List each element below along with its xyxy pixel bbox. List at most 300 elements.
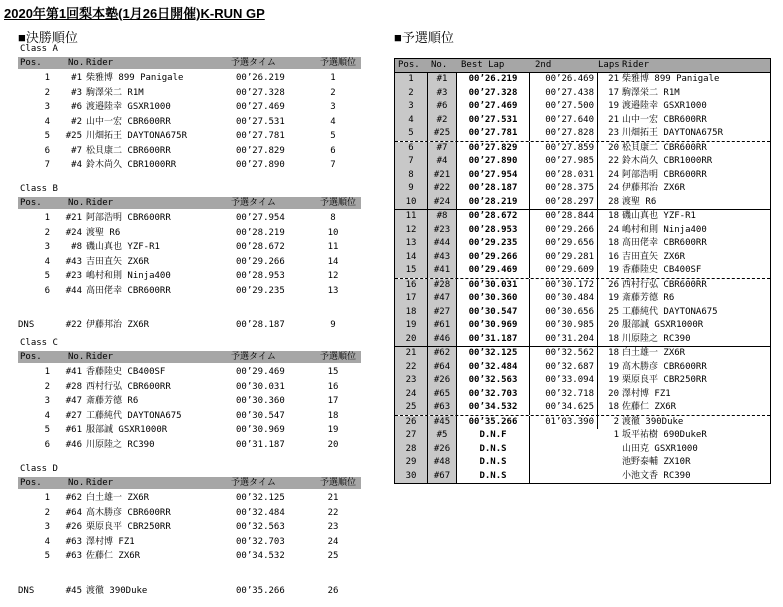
cell-qpos: 14	[327, 256, 339, 267]
cell-no: #23	[65, 271, 82, 281]
cell-best: 00’30.031	[457, 279, 530, 293]
cell-pos: 29	[395, 456, 428, 470]
cell-time: 00’27.328	[236, 87, 285, 98]
qualifying-row	[395, 279, 770, 293]
header-2nd: 2nd	[535, 60, 552, 70]
cell-rider: 渡徹 390Duke	[86, 585, 148, 596]
cell-qpos: 12	[327, 271, 339, 281]
cell-laps: 20	[608, 388, 619, 399]
cell-second: 00’29.266	[530, 224, 598, 238]
header-rider: Rider	[622, 60, 650, 70]
cell-pos: 11	[395, 210, 428, 224]
cell-best: 00’27.829	[457, 142, 530, 156]
cell-pos: 13	[395, 237, 428, 251]
cell-no: #23	[428, 224, 457, 238]
cell-rider: 山中一宏 CBR600RR	[622, 114, 707, 125]
final-row	[18, 438, 361, 452]
cell-no: #21	[428, 169, 457, 183]
cell-second: 01’03.390	[530, 416, 598, 430]
cell-laps: 18	[608, 238, 619, 248]
cell-rider: 渡聖 R6	[622, 196, 657, 207]
cell-rider: 小池文香 RC390	[622, 470, 691, 481]
cell-rider: 柴雅博 899 Panigale	[86, 73, 184, 83]
cell-laps: 1	[613, 430, 619, 440]
cell-pos: 3	[44, 396, 50, 406]
cell-no: #26	[428, 443, 457, 457]
cell-time: 00’29.469	[236, 367, 285, 377]
cell-best: 00’29.469	[457, 264, 530, 278]
cell-no: #63	[428, 401, 457, 415]
qualifying-row	[395, 196, 770, 211]
cell-rider: 服部誠 GSXR1000R	[622, 320, 704, 330]
final-row	[18, 394, 361, 408]
cell-qpos: 8	[330, 213, 336, 223]
cell-pos: 25	[395, 401, 428, 415]
cell-rider: 渡聖 R6	[86, 227, 121, 238]
cell-laps: 24	[608, 183, 619, 193]
cell-second: 00’27.640	[530, 114, 598, 128]
cell-rider: 鈴木尚久 CBR1000RR	[86, 160, 177, 170]
cell-pos: 1	[44, 493, 50, 503]
cell-time: 00’30.031	[236, 381, 285, 392]
cell-pos: 20	[395, 333, 428, 347]
cell-laps: 20	[608, 142, 619, 153]
cell-pos: DNS	[18, 585, 35, 596]
cell-no: #43	[428, 251, 457, 265]
cell-pos: 2	[44, 87, 50, 98]
cell-no: #24	[65, 227, 82, 238]
cell-no: #67	[428, 470, 457, 484]
header-pos: Pos.	[20, 58, 42, 68]
cell-pos: 12	[395, 224, 428, 238]
final-row	[18, 86, 361, 100]
cell-laps: 24	[608, 224, 619, 235]
cell-time: 00’27.469	[236, 102, 285, 112]
cell-best: 00’27.781	[457, 127, 530, 141]
cell-time: 00’30.547	[236, 410, 285, 421]
cell-best: 00’30.969	[457, 319, 530, 333]
cell-no: #22	[428, 182, 457, 196]
qualifying-row	[395, 237, 770, 251]
header-time: 予選タイム	[231, 478, 276, 488]
cell-no: #3	[428, 87, 457, 101]
cell-laps: 23	[608, 128, 619, 138]
final-row	[18, 365, 361, 379]
cell-time: 00’32.703	[236, 536, 285, 547]
cell-rider: 山中一宏 CBR600RR	[86, 116, 171, 127]
cell-time: 00’30.360	[236, 396, 285, 406]
cell-second: 00’28.844	[530, 210, 598, 224]
cell-no: #6	[71, 102, 82, 112]
cell-rider: 高木勝彦 CBR600RR	[86, 507, 171, 518]
cell-second: 00’27.859	[530, 142, 598, 156]
cell-time: 00’27.781	[236, 131, 285, 141]
cell-rider: 吉田直矢 ZX6R	[622, 251, 686, 262]
final-row	[18, 318, 361, 332]
cell-second: 00’29.656	[530, 237, 598, 251]
qualifying-row	[395, 264, 770, 279]
cell-no: #64	[428, 361, 457, 375]
header-pos: Pos.	[20, 198, 42, 208]
cell-second: 00’28.297	[530, 196, 598, 210]
cell-no: #62	[428, 347, 457, 361]
header-pos: Pos.	[20, 352, 42, 362]
cell-rider: 渡邉陸幸 GSXR1000	[622, 101, 707, 111]
cell-pos: 6	[44, 145, 50, 156]
cell-no: #28	[428, 279, 457, 293]
cell-second: 00’28.375	[530, 182, 598, 196]
cell-rider: 磯山真也 YZF-R1	[86, 242, 160, 252]
header-no: No.	[68, 352, 85, 362]
qualifying-row	[395, 456, 770, 470]
cell-no: #26	[65, 522, 82, 532]
cell-no: #5	[428, 429, 457, 443]
cell-best: 00’29.235	[457, 237, 530, 251]
cell-best: 00’27.890	[457, 155, 530, 169]
cell-best: D.N.S	[457, 470, 530, 484]
final-row	[18, 71, 361, 85]
cell-qpos: 1	[330, 73, 336, 83]
cell-rider: 川畑拓王 DAYTONA675R	[622, 128, 724, 138]
cell-laps: 2	[613, 416, 619, 427]
class-name: Class A	[20, 44, 58, 54]
cell-no: #27	[65, 410, 82, 421]
cell-no: #1	[428, 73, 457, 87]
cell-qpos: 20	[327, 439, 339, 450]
cell-pos: 4	[44, 410, 50, 421]
cell-pos: 15	[395, 264, 428, 278]
cell-time: 00’28.672	[236, 242, 285, 252]
cell-second: 00’32.718	[530, 388, 598, 402]
qualifying-row	[395, 443, 770, 457]
qualifying-body	[395, 73, 770, 483]
qualifying-row	[395, 210, 770, 224]
cell-best: 00’32.563	[457, 374, 530, 388]
header-laps: Laps	[598, 60, 620, 70]
cell-rider: 吉田直矢 ZX6R	[86, 256, 150, 267]
cell-pos: 8	[395, 169, 428, 183]
final-row	[18, 506, 361, 520]
final-row	[18, 491, 361, 505]
cell-no: #25	[65, 131, 82, 141]
cell-no: #24	[428, 196, 457, 210]
cell-pos: 4	[395, 114, 428, 128]
class-name: Class D	[20, 464, 58, 474]
cell-rider: 工藤純代 DAYTONA675	[622, 306, 718, 317]
cell-rider: 駒澤栄二 R1M	[86, 87, 144, 98]
cell-best: 00’32.703	[457, 388, 530, 402]
cell-second: 00’27.985	[530, 155, 598, 169]
cell-rider: 佐藤仁 ZX6R	[622, 402, 677, 412]
cell-pos: 6	[44, 439, 50, 450]
qualifying-row	[395, 319, 770, 333]
cell-pos: 2	[395, 87, 428, 101]
cell-no: #43	[65, 256, 82, 267]
header-qpos: 予選順位	[320, 198, 357, 208]
cell-no: #3	[71, 87, 82, 98]
cell-no: #25	[428, 127, 457, 141]
cell-best: 00’28.187	[457, 182, 530, 196]
cell-time: 00’29.235	[236, 285, 285, 296]
cell-pos: 1	[44, 73, 50, 83]
cell-rider: 高木勝彦 CBR600RR	[622, 361, 707, 372]
cell-best: 00’28.219	[457, 196, 530, 210]
qualifying-row	[395, 333, 770, 348]
cell-rider: 伊藤邦治 ZX6R	[622, 183, 686, 193]
cell-pos: 23	[395, 374, 428, 388]
cell-best: 00’26.219	[457, 73, 530, 87]
cell-pos: 2	[44, 507, 50, 518]
cell-no: #47	[65, 396, 82, 406]
cell-qpos: 23	[327, 522, 339, 532]
cell-best: 00’27.531	[457, 114, 530, 128]
cell-qpos: 7	[330, 160, 336, 170]
cell-no: #2	[71, 116, 82, 127]
cell-second: 00’27.438	[530, 87, 598, 101]
cell-pos: 5	[395, 127, 428, 141]
page-title: 2020年第1回梨本塾(1月26日開催)K-RUN GP	[4, 6, 265, 21]
cell-pos: 28	[395, 443, 428, 457]
final-row	[18, 100, 361, 114]
cell-rider: 佐藤仁 ZX6R	[86, 551, 141, 561]
final-header	[18, 57, 361, 69]
final-row	[18, 409, 361, 423]
cell-laps: 18	[608, 348, 619, 358]
cell-pos: 3	[395, 100, 428, 114]
cell-rider: 嶋村和則 Ninja400	[86, 271, 171, 281]
cell-time: 00’29.266	[236, 256, 285, 267]
cell-best: D.N.S	[457, 456, 530, 470]
cell-no: #8	[428, 210, 457, 224]
cell-pos: 6	[44, 285, 50, 296]
qualifying-row	[395, 470, 770, 484]
cell-time: 00’30.969	[236, 425, 285, 435]
cell-best: 00’35.266	[457, 416, 530, 430]
cell-no: #61	[428, 319, 457, 333]
cell-pos: 5	[44, 271, 50, 281]
cell-laps: 19	[608, 293, 619, 303]
cell-time: 00’34.532	[236, 551, 285, 561]
cell-no: #22	[65, 320, 82, 330]
cell-pos: 4	[44, 116, 50, 127]
final-row	[18, 226, 361, 240]
cell-laps: 25	[608, 306, 619, 317]
header-qpos: 予選順位	[320, 478, 357, 488]
header-no: No.	[68, 58, 85, 68]
cell-no: #21	[65, 213, 82, 223]
cell-qpos: 19	[327, 425, 339, 435]
cell-qpos: 5	[330, 131, 336, 141]
cell-no: #44	[65, 285, 82, 296]
final-header	[18, 477, 361, 489]
cell-best: 00’32.125	[457, 347, 530, 361]
cell-laps: 19	[608, 265, 619, 275]
cell-no: #47	[428, 292, 457, 306]
cell-best: 00’29.266	[457, 251, 530, 265]
header-rider: Rider	[86, 478, 114, 488]
cell-pos: 4	[44, 536, 50, 547]
cell-time: 00’28.219	[236, 227, 285, 238]
cell-rider: 阿部浩明 CBR600RR	[622, 169, 707, 180]
cell-rider: 鈴木尚久 CBR1000RR	[622, 156, 713, 166]
cell-qpos: 10	[327, 227, 339, 238]
cell-rider: 坂平祐樹 690DukeR	[622, 430, 707, 440]
cell-pos: 1	[395, 73, 428, 87]
cell-no: #26	[428, 374, 457, 388]
qualifying-row	[395, 73, 770, 87]
cell-best: 00’34.532	[457, 401, 530, 415]
cell-rider: 川原陸之 RC390	[86, 439, 155, 450]
final-header	[18, 351, 361, 363]
cell-time: 00’35.266	[236, 585, 285, 596]
cell-qpos: 3	[330, 102, 336, 112]
header-rider: Rider	[86, 58, 114, 68]
cell-no: #8	[71, 242, 82, 252]
cell-laps: 20	[608, 320, 619, 330]
cell-qpos: 21	[327, 493, 339, 503]
cell-second: 00’32.562	[530, 347, 598, 361]
cell-qpos: 26	[327, 585, 339, 596]
cell-pos: 1	[44, 213, 50, 223]
header-rider: Rider	[86, 198, 114, 208]
header-time: 予選タイム	[231, 58, 276, 68]
cell-laps: 21	[608, 114, 619, 125]
qualifying-row	[395, 114, 770, 128]
cell-qpos: 18	[327, 410, 339, 421]
cell-rider: 栗原良平 CBR250RR	[86, 522, 171, 532]
cell-pos: 10	[395, 196, 428, 210]
cell-no: #4	[71, 160, 82, 170]
cell-no: #7	[71, 145, 82, 156]
cell-pos: 22	[395, 361, 428, 375]
cell-no: #1	[71, 73, 82, 83]
qualifying-row	[395, 347, 770, 361]
qualifying-row	[395, 142, 770, 156]
final-row	[18, 255, 361, 269]
cell-time: 00’32.563	[236, 522, 285, 532]
header-qpos: 予選順位	[320, 58, 357, 68]
cell-second: 00’31.204	[530, 333, 598, 347]
cell-no: #45	[65, 585, 82, 596]
qualifying-header	[395, 59, 770, 73]
cell-pos: 3	[44, 242, 50, 252]
cell-qpos: 25	[327, 551, 339, 561]
cell-best: 00’27.954	[457, 169, 530, 183]
cell-qpos: 2	[330, 87, 336, 98]
cell-rider: 渡邉陸幸 GSXR1000	[86, 102, 171, 112]
cell-pos: 3	[44, 102, 50, 112]
cell-qpos: 6	[330, 145, 336, 156]
cell-second: 00’27.500	[530, 100, 598, 114]
cell-pos: 26	[395, 416, 428, 430]
cell-qpos: 13	[327, 285, 339, 296]
cell-pos: 24	[395, 388, 428, 402]
cell-second: 00’30.484	[530, 292, 598, 306]
final-row	[18, 269, 361, 283]
class-name: Class C	[20, 338, 58, 348]
cell-best: 00’28.672	[457, 210, 530, 224]
cell-pos: 5	[44, 425, 50, 435]
cell-pos: 14	[395, 251, 428, 265]
cell-no: #63	[65, 536, 82, 547]
cell-rider: 磯山真也 YZF-R1	[622, 211, 696, 221]
cell-rider: 池野泰輔 ZX10R	[622, 457, 691, 467]
cell-rider: 栗原良平 CBR250RR	[622, 375, 707, 385]
cell-no: #48	[428, 456, 457, 470]
cell-pos: 7	[395, 155, 428, 169]
cell-pos: 27	[395, 429, 428, 443]
cell-no: #2	[428, 114, 457, 128]
cell-second: 00’33.094	[530, 374, 598, 388]
cell-rider: 阿部浩明 CBR600RR	[86, 213, 171, 223]
cell-second: 00’30.656	[530, 306, 598, 320]
qualifying-row	[395, 374, 770, 388]
cell-second: 00’34.625	[530, 401, 598, 415]
cell-laps: 21	[608, 74, 619, 84]
cell-no: #62	[65, 493, 82, 503]
cell-no: #64	[65, 507, 82, 518]
cell-pos: 4	[44, 256, 50, 267]
cell-no: #46	[65, 439, 82, 450]
cell-rider: 高田佬幸 CBR600RR	[86, 285, 171, 296]
header-no: No.	[68, 478, 85, 488]
cell-rider: 川畑拓王 DAYTONA675R	[86, 131, 188, 141]
cell-laps: 19	[608, 375, 619, 385]
cell-no: #6	[428, 100, 457, 114]
cell-second: 00’29.281	[530, 251, 598, 265]
header-time: 予選タイム	[231, 198, 276, 208]
cell-pos: 19	[395, 319, 428, 333]
final-row	[18, 584, 361, 598]
cell-best: 00’27.469	[457, 100, 530, 114]
cell-rider: 松貝康二 CBR600RR	[86, 145, 171, 156]
cell-pos: DNS	[18, 320, 35, 330]
final-row	[18, 549, 361, 563]
final-row	[18, 380, 361, 394]
cell-pos: 5	[44, 131, 50, 141]
qualifying-heading: ■予選順位	[394, 30, 454, 45]
final-row	[18, 240, 361, 254]
cell-no: #27	[428, 306, 457, 320]
cell-best: 00’32.484	[457, 361, 530, 375]
cell-time: 00’26.219	[236, 73, 285, 83]
cell-rider: 工藤純代 DAYTONA675	[86, 410, 182, 421]
cell-rider: 西村行弘 CBR600RR	[86, 381, 171, 392]
qualifying-row	[395, 100, 770, 114]
cell-rider: 西村行弘 CBR600RR	[622, 279, 707, 290]
cell-rider: 服部誠 GSXR1000R	[86, 425, 168, 435]
cell-rider: 駒澤栄二 R1M	[622, 87, 680, 98]
cell-second: 00’30.172	[530, 279, 598, 293]
cell-rider: 澤村博 FZ1	[622, 388, 671, 399]
cell-pos: 21	[395, 347, 428, 361]
cell-rider: 高田佬幸 CBR600RR	[622, 238, 707, 248]
cell-time: 00’27.954	[236, 213, 285, 223]
cell-rider: 川原陸之 RC390	[622, 333, 691, 344]
qualifying-table	[394, 58, 771, 484]
cell-rider: 香藤陸史 CB400SF	[622, 265, 702, 275]
cell-rider: 斎藤芳德 R6	[622, 293, 675, 303]
cell-qpos: 16	[327, 381, 339, 392]
cell-no: #61	[65, 425, 82, 435]
cell-rider: 白土雄一 ZX6R	[86, 493, 150, 503]
cell-laps: 18	[608, 402, 619, 412]
cell-qpos: 17	[327, 396, 339, 406]
qualifying-row	[395, 361, 770, 375]
qualifying-row	[395, 127, 770, 142]
cell-second: 00’27.828	[530, 127, 598, 141]
cell-pos: 2	[44, 227, 50, 238]
